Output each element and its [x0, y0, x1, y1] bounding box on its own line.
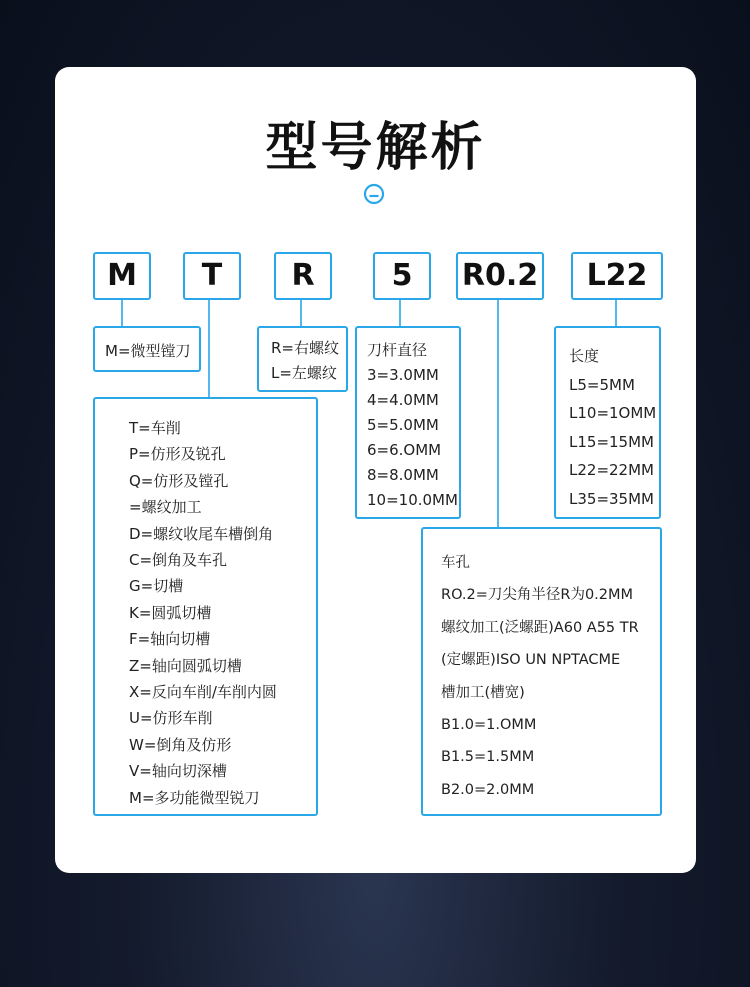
desc-line: B1.0=1.OMM — [441, 717, 537, 734]
desc-line: 3=3.0MM — [367, 366, 439, 384]
desc-line: C=倒角及车孔 — [129, 551, 228, 570]
desc-box-shank-diameter — [355, 326, 461, 519]
code-box-t: T — [183, 252, 241, 300]
desc-line: K=圆弧切槽 — [129, 603, 212, 622]
desc-line: 槽加工(槽宽) — [441, 684, 525, 701]
desc-line: L=左螺纹 — [271, 364, 337, 382]
desc-line: Z=轴向圆弧切槽 — [129, 656, 242, 675]
desc-line: 螺纹加工(泛螺距)A60 A55 TR — [441, 619, 639, 636]
desc-line: RO.2=刀尖角半径R为0.2MM — [441, 587, 634, 604]
desc-line: X=反向车削/车削内圆 — [129, 683, 277, 702]
desc-line: M=多功能微型锐刀 — [129, 788, 260, 807]
desc-line: L22=22MM — [569, 461, 654, 479]
desc-line: L15=15MM — [569, 432, 654, 451]
desc-line: L5=5MM — [569, 375, 635, 394]
desc-line: L35=35MM — [569, 489, 654, 508]
desc-line: 4=4.0MM — [367, 391, 439, 409]
desc-box-micro — [93, 326, 201, 372]
desc-line: P=仿形及锐孔 — [129, 445, 226, 464]
desc-line: G=切槽 — [129, 577, 184, 596]
code-box-r02: R0.2 — [456, 252, 544, 300]
desc-line: V=轴向切深槽 — [129, 762, 227, 781]
page-title: 型号解析 — [265, 118, 486, 178]
code-box-m: M — [93, 252, 151, 300]
code-box-5: 5 — [373, 252, 431, 300]
desc-line: 8=8.0MM — [367, 466, 439, 484]
desc-line: L10=1OMM — [569, 404, 657, 422]
desc-line: 长度 — [569, 347, 600, 365]
title-ornament-icon — [363, 183, 385, 205]
desc-line: W=倒角及仿形 — [129, 735, 232, 754]
desc-line: 10=10.0MM — [367, 491, 458, 509]
desc-line: B2.0=2.0MM — [441, 781, 535, 798]
desc-line: =螺纹加工 — [129, 498, 202, 517]
desc-line: D=螺纹收尾车槽倒角 — [129, 524, 274, 543]
desc-box-nose-radius — [421, 527, 662, 816]
desc-line: 车孔 — [441, 555, 470, 571]
desc-line: U=仿形车削 — [129, 709, 213, 728]
desc-box-length — [554, 326, 661, 519]
desc-line: T=车削 — [129, 419, 181, 437]
model-analysis-card — [55, 67, 696, 873]
desc-line: (定螺距)ISO UN NPTACME — [441, 652, 621, 669]
desc-box-thread-direction — [257, 326, 348, 392]
desc-line: B1.5=1.5MM — [441, 749, 535, 766]
desc-box-machining-type — [93, 397, 318, 816]
desc-line: Q=仿形及镗孔 — [129, 471, 229, 490]
desc-line: 6=6.OMM — [367, 441, 442, 459]
code-box-r: R — [274, 252, 332, 300]
desc-line: 5=5.0MM — [367, 416, 439, 434]
desc-line: 刀杆直径 — [367, 341, 428, 359]
desc-line: F=轴向切槽 — [129, 630, 211, 649]
code-box-l22: L22 — [571, 252, 663, 300]
desc-line: M=微型镗刀 — [105, 342, 191, 360]
desc-line: R=右螺纹 — [271, 339, 339, 357]
